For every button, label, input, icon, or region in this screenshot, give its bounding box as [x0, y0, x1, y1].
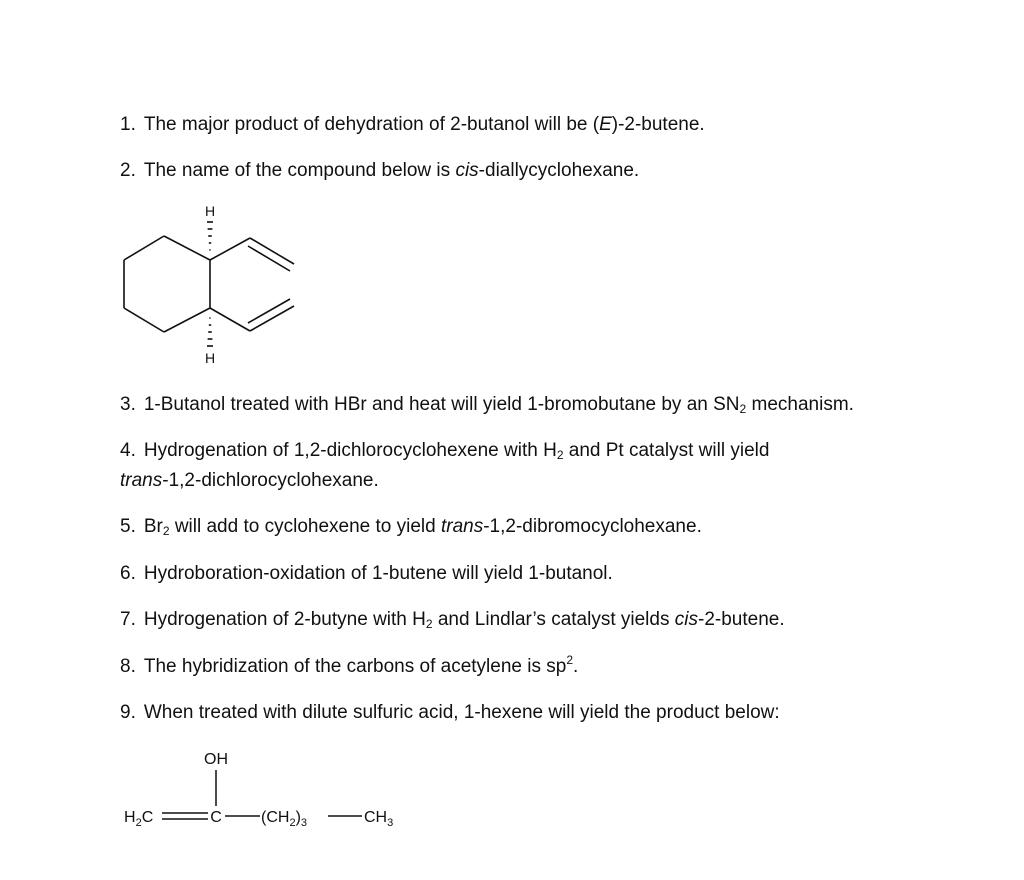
question-6: 6. Hydroboration-oxidation of 1-butene will yield 1-butanol. — [120, 559, 613, 589]
hydrogen-label-bottom: H — [204, 350, 216, 366]
ch3-label: $CH_3$ — [364, 809, 394, 829]
question-7: 7. Hydrogenation of 2-butyne with $H_2$ and Lindlar’s catalyst yields cis-2-butene. — [120, 605, 785, 635]
hydrogen-label-top: H — [204, 203, 216, 219]
question-3: 3. 1-Butanol treated with HBr and heat will yield 1-bromobutane by an $SN_2$ mechanism. — [120, 390, 854, 420]
question-number: 9. — [120, 702, 136, 723]
question-number: 3. — [120, 394, 136, 415]
cyclohexane-structure — [110, 200, 310, 375]
question-5: 5. $Br_2$ will add to cyclohexene to yield trans-1,2-dibromocyclohexane. — [120, 512, 702, 542]
question-number: 1. — [120, 114, 136, 135]
question-1: 1. The major product of dehydration of 2-butanol will be (E)-2-butene. — [120, 110, 705, 140]
oh-label: OH — [204, 751, 228, 768]
question-number: 8. — [120, 656, 136, 677]
h2c-label: $H_2C$ — [124, 809, 154, 829]
question-number: 7. — [120, 609, 136, 630]
question-4: 4. Hydrogenation of 1,2-dichlorocyclohexene with $H_2$ and Pt catalyst will yield trans-1,2-dichlorocyclohexane. — [120, 436, 769, 496]
question-number: 5. — [120, 516, 136, 537]
carbon-label: C — [210, 809, 222, 826]
alcohol-structure — [110, 740, 430, 840]
question-2: 2. The name of the compound below is cis-diallycyclohexane. — [120, 156, 639, 186]
question-8: 8. The hybridization of the carbons of acetylene is $sp^2$. — [120, 652, 578, 682]
question-number: 6. — [120, 563, 136, 584]
question-number: 4. — [120, 440, 136, 461]
question-number: 2. — [120, 160, 136, 181]
question-9: 9. When treated with dilute sulfuric acid, 1-hexene will yield the product below: — [120, 698, 780, 728]
ch2-chain-label: $(CH_2)_3$ — [261, 809, 308, 829]
